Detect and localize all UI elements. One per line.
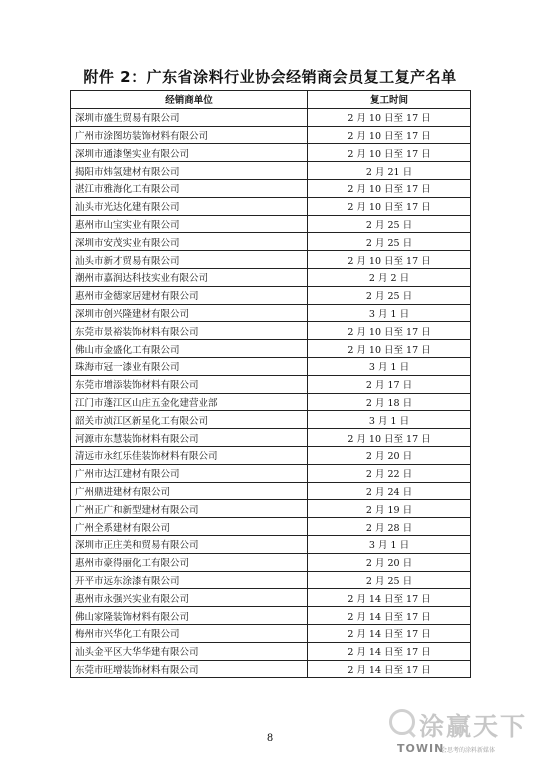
dealer-name-cell: 惠州市金德家居建材有限公司 (71, 286, 308, 304)
resume-date-cell: 2 月 10 日至 17 日 (308, 251, 471, 269)
resume-date-cell: 2 月 25 日 (308, 571, 471, 589)
dealer-name-cell: 珠海市冠一漆业有限公司 (71, 357, 308, 375)
column-header-dealer: 经销商单位 (71, 91, 308, 109)
table-row (71, 535, 471, 553)
dealer-name-cell: 广州市达江建材有限公司 (71, 464, 308, 482)
dealer-name-cell: 广州正广和新型建材有限公司 (71, 500, 308, 518)
resume-date-cell: 2 月 21 日 (308, 162, 471, 180)
table-row (71, 607, 471, 625)
resume-date-cell: 3 月 1 日 (308, 304, 471, 322)
resume-date-cell: 2 月 19 日 (308, 500, 471, 518)
resume-date-cell: 2 月 10 日至 17 日 (308, 126, 471, 144)
table-row (71, 660, 471, 678)
dealer-name-cell: 惠州市永强兴实业有限公司 (71, 589, 308, 607)
dealer-name-cell: 揭阳市炜氢建材有限公司 (71, 162, 308, 180)
dealer-name-cell: 佛山市金盛化工有限公司 (71, 340, 308, 358)
resume-date-cell: 2 月 10 日至 17 日 (308, 197, 471, 215)
table-row (71, 393, 471, 411)
resume-date-cell: 2 月 10 日至 17 日 (308, 179, 471, 197)
magnifier-circle-icon (389, 709, 415, 735)
resume-date-cell: 2 月 10 日至 17 日 (308, 322, 471, 340)
dealer-name-cell: 汕头金平区大华华建有限公司 (71, 642, 308, 660)
dealer-name-cell: 汕头市光达化建有限公司 (71, 197, 308, 215)
dealer-name-cell: 清远市永红乐佳装饰材料有限公司 (71, 446, 308, 464)
resume-date-cell: 2 月 10 日至 17 日 (308, 144, 471, 162)
dealer-name-cell: 佛山家隆装饰材料有限公司 (71, 607, 308, 625)
table-row (71, 553, 471, 571)
table-header-row (71, 91, 471, 109)
table-row (71, 233, 471, 251)
table-row (71, 340, 471, 358)
table-row (71, 571, 471, 589)
resume-date-cell: 2 月 25 日 (308, 286, 471, 304)
dealer-name-cell: 深圳市创兴隆建材有限公司 (71, 304, 308, 322)
dealer-name-cell: 深圳市盛生贸易有限公司 (71, 108, 308, 126)
dealer-name-cell: 开平市远东涂漆有限公司 (71, 571, 308, 589)
resume-date-cell: 2 月 22 日 (308, 464, 471, 482)
dealer-name-cell: 湛江市雅海化工有限公司 (71, 179, 308, 197)
dealer-name-cell: 汕头市新才贸易有限公司 (71, 251, 308, 269)
watermark-logo-en: TOWIN (397, 742, 445, 755)
dealer-name-cell: 江门市蓬江区山庄五金化建营业部 (71, 393, 308, 411)
resume-date-cell: 2 月 25 日 (308, 215, 471, 233)
resume-date-cell: 2 月 14 日至 17 日 (308, 642, 471, 660)
dealer-name-cell: 广州市涂图坊装饰材料有限公司 (71, 126, 308, 144)
dealer-name-cell: 河源市东慧装饰材料有限公司 (71, 429, 308, 447)
table-body (71, 108, 471, 678)
table-row (71, 482, 471, 500)
dealer-name-cell: 潮州市嘉润达科技实业有限公司 (71, 268, 308, 286)
resume-date-cell: 2 月 14 日至 17 日 (308, 624, 471, 642)
table-row (71, 126, 471, 144)
table-row (71, 642, 471, 660)
table-row (71, 215, 471, 233)
table-row (71, 144, 471, 162)
table-row (71, 357, 471, 375)
table-row (71, 286, 471, 304)
table-row (71, 197, 471, 215)
resume-date-cell: 2 月 10 日至 17 日 (308, 340, 471, 358)
resume-date-cell: 3 月 1 日 (308, 411, 471, 429)
column-header-resume-date: 复工时间 (308, 91, 471, 109)
table-row (71, 624, 471, 642)
resume-date-cell: 2 月 18 日 (308, 393, 471, 411)
table-row (71, 375, 471, 393)
table-row (71, 446, 471, 464)
table-row (71, 518, 471, 536)
resume-date-cell: 2 月 20 日 (308, 446, 471, 464)
resume-date-cell: 2 月 17 日 (308, 375, 471, 393)
table-row (71, 304, 471, 322)
resume-date-cell: 2 月 24 日 (308, 482, 471, 500)
resume-date-cell: 2 月 25 日 (308, 233, 471, 251)
table-row (71, 589, 471, 607)
dealer-name-cell: 深圳市通漆堡实业有限公司 (71, 144, 308, 162)
dealer-name-cell: 东莞市旺增装饰材料有限公司 (71, 660, 308, 678)
dealer-name-cell: 韶关市浈江区新星化工有限公司 (71, 411, 308, 429)
table-row (71, 162, 471, 180)
document-title: 附件 2：广东省涂料行业协会经销商会员复工复产名单 (83, 68, 457, 86)
watermark-slogan: 会思考的涂料新媒体 (441, 747, 496, 754)
table-row (71, 464, 471, 482)
dealer-table (70, 90, 471, 678)
resume-date-cell: 2 月 2 日 (308, 268, 471, 286)
resume-date-cell: 2 月 14 日至 17 日 (308, 607, 471, 625)
resume-date-cell: 3 月 1 日 (308, 357, 471, 375)
resume-date-cell: 2 月 20 日 (308, 553, 471, 571)
table-row (71, 429, 471, 447)
dealer-name-cell: 深圳市安茂实业有限公司 (71, 233, 308, 251)
dealer-name-cell: 惠州市豪得丽化工有限公司 (71, 553, 308, 571)
table-row (71, 500, 471, 518)
dealer-name-cell: 广州鼎进建材有限公司 (71, 482, 308, 500)
dealer-name-cell: 深圳市正庄美和贸易有限公司 (71, 535, 308, 553)
table-row (71, 179, 471, 197)
dealer-name-cell: 广州全系建材有限公司 (71, 518, 308, 536)
resume-date-cell: 3 月 1 日 (308, 535, 471, 553)
table-row (71, 322, 471, 340)
table-row (71, 108, 471, 126)
table-row (71, 268, 471, 286)
dealer-name-cell: 东莞市景裕装饰材料有限公司 (71, 322, 308, 340)
table-row (71, 411, 471, 429)
dealer-name-cell: 东莞市增添装饰材料有限公司 (71, 375, 308, 393)
dealer-name-cell: 惠州市山宝实业有限公司 (71, 215, 308, 233)
resume-date-cell: 2 月 10 日至 17 日 (308, 108, 471, 126)
dealer-name-cell: 梅州市兴华化工有限公司 (71, 624, 308, 642)
resume-date-cell: 2 月 28 日 (308, 518, 471, 536)
watermark-logo-cn: 涂赢天下 (419, 712, 528, 741)
watermark-logo (385, 707, 535, 759)
resume-date-cell: 2 月 10 日至 17 日 (308, 429, 471, 447)
resume-date-cell: 2 月 14 日至 17 日 (308, 660, 471, 678)
resume-date-cell: 2 月 14 日至 17 日 (308, 589, 471, 607)
table-row (71, 251, 471, 269)
page-number: 8 (266, 733, 274, 744)
